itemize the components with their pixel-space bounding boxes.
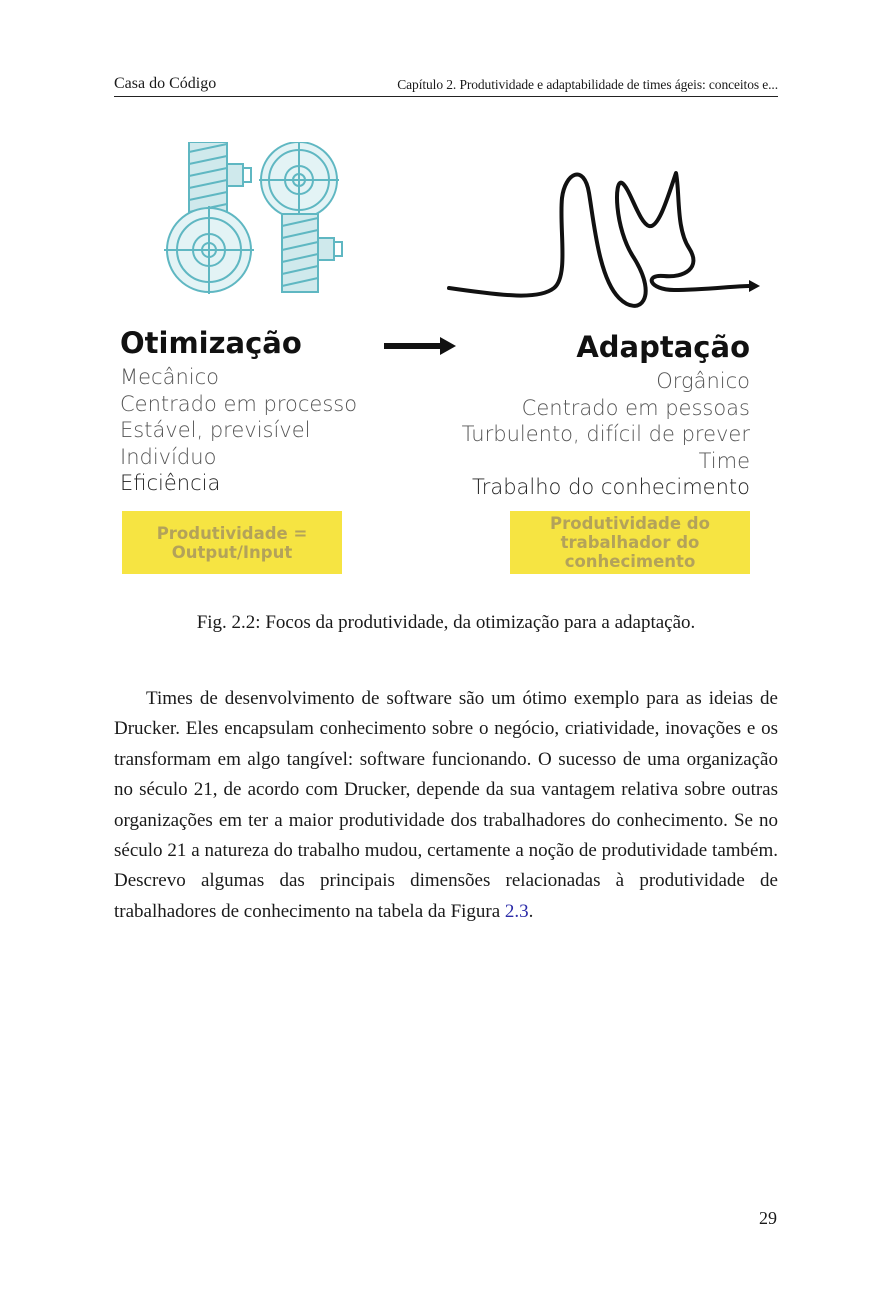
squiggle-illustration — [444, 158, 764, 318]
figure-caption: Fig. 2.2: Focos da produtividade, da otimização para a adaptação. — [196, 612, 696, 633]
box-line: Produtividade = — [156, 523, 308, 543]
productivity-formula-box — [122, 511, 342, 574]
chapter-title: Capítulo 2. Produtividade e adaptabilidade de times ágeis: conceitos e... — [397, 77, 778, 92]
box-line: conhecimento — [564, 552, 696, 571]
productivity-figure — [114, 150, 778, 580]
heading-adaptacao: Adaptação — [576, 330, 750, 364]
list-item: Trabalho do conhecimento — [471, 475, 750, 499]
list-item: Mecânico — [120, 365, 219, 389]
heading-otimizacao: Otimização — [120, 326, 302, 360]
book-title: Casa do Código — [114, 75, 217, 92]
list-item: Time — [698, 448, 750, 473]
paragraph — [114, 684, 778, 927]
paragraph-end: . — [528, 900, 534, 922]
list-item: Centrado em processo — [120, 391, 358, 416]
page-number: 29 — [759, 1208, 777, 1228]
spur-gear-bottom — [164, 206, 254, 294]
figure-reference-link[interactable]: 2.3 — [504, 900, 529, 922]
list-item: Indivíduo — [120, 444, 217, 469]
worm-gear-top — [189, 142, 251, 212]
list-item: Eficiência — [120, 471, 221, 495]
knowledge-worker-box — [510, 511, 750, 574]
otimizacao-list — [120, 364, 357, 497]
list-item: Centrado em pessoas — [521, 395, 750, 420]
gears-illustration — [154, 142, 364, 302]
list-item: Estável, previsível — [120, 418, 311, 442]
box-line: Output/Input — [171, 542, 293, 562]
adaptacao-list — [462, 368, 750, 501]
spur-gear-top — [259, 142, 339, 220]
box-line: trabalhador do — [560, 533, 700, 552]
list-item: Orgânico — [656, 369, 750, 393]
worm-gear-bottom — [282, 214, 342, 292]
body-text — [114, 684, 778, 927]
list-item: Turbulento, difícil de prever — [461, 422, 750, 446]
box-line: Produtividade do — [550, 514, 710, 533]
arrow-icon — [384, 334, 458, 358]
running-header — [114, 74, 778, 97]
paragraph-text: Times de desenvolvimento de software são um ótimo exemplo para as ideias de Drucker. Eles encapsulam conhecimento sobre o negócio, criatividade, inovações e os transformam em algo tangível: software funcionando. O sucesso de uma organização no século 21, de acordo com Drucker, depende da sua vantagem relativa sobre outras organizações em ter a maior produtividade dos trabalhadores do conhecimento. Se no século 21 a natureza do trabalho mudou, certamente a noção de produtividade também. Descrevo algumas das principais dimensões relacionadas à produtividade de trabalhadores de conhecimento na tabela da Figura — [114, 688, 778, 922]
